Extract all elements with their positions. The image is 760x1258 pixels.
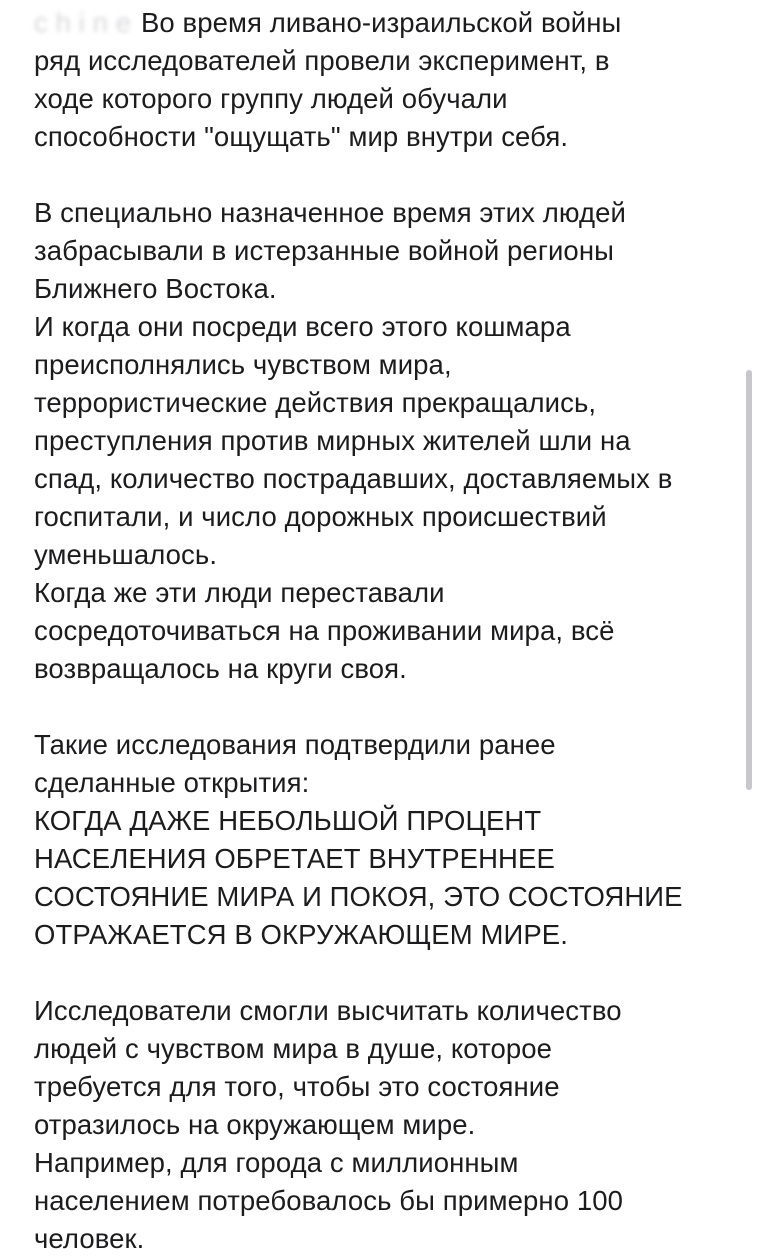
text-line: Когда же эти люди переставали <box>34 577 445 608</box>
text-line: уменьшалось. <box>34 539 218 570</box>
text-line: НАСЕЛЕНИЯ ОБРЕТАЕТ ВНУТРЕННЕЕ <box>34 843 555 874</box>
text-line: сделанные открытия: <box>34 767 310 798</box>
text-line: СОСТОЯНИЕ МИРА И ПОКОЯ, ЭТО СОСТОЯНИЕ <box>34 881 683 912</box>
text-line: ОТРАЖАЕТСЯ В ОКРУЖАЮЩЕМ МИРЕ. <box>34 919 568 950</box>
paragraph-gap <box>34 156 734 194</box>
article-text <box>34 4 734 1258</box>
text-line: ряд исследователей провели эксперимент, в <box>34 45 610 76</box>
blurred-username: c h i n e <box>34 7 132 38</box>
text-line: способности "ощущать" мир внутри себя. <box>34 121 569 152</box>
text-line <box>34 4 734 42</box>
text-line: человек. <box>34 1223 145 1254</box>
text-line: Например, для города с миллионным <box>34 1147 519 1178</box>
text-line: спад, количество пострадавших, доставляемых в <box>34 463 673 494</box>
text-line: В специально назначенное время этих людей <box>34 197 626 228</box>
text-line: Такие исследования подтвердили ранее <box>34 729 556 760</box>
text-line: КОГДА ДАЖЕ НЕБОЛЬШОЙ ПРОЦЕНТ <box>34 805 542 836</box>
text-line: преступления против мирных жителей шли на <box>34 425 631 456</box>
text-line: возвращалось на круги своя. <box>34 653 407 684</box>
paragraph-1 <box>34 4 734 156</box>
line-text: Во время ливано-израильской войны <box>140 7 622 38</box>
text-line: И когда они посреди всего этого кошмара <box>34 311 571 342</box>
text-line: террористические действия прекращались, <box>34 387 597 418</box>
text-line: сосредоточиваться на проживании мира, всё <box>34 615 615 646</box>
paragraph-4 <box>34 992 734 1258</box>
text-line: населением потребовалось бы примерно 100 <box>34 1185 624 1216</box>
paragraph-gap <box>34 688 734 726</box>
text-line: требуется для того, чтобы это состояние <box>34 1071 560 1102</box>
vertical-scrollbar[interactable] <box>746 370 752 790</box>
paragraph-3 <box>34 726 734 954</box>
text-line: преисполнялись чувством мира, <box>34 349 452 380</box>
paragraph-gap <box>34 954 734 992</box>
text-line: госпитали, и число дорожных происшествий <box>34 501 607 532</box>
text-line: Ближнего Востока. <box>34 273 277 304</box>
text-line: людей с чувством мира в душе, которое <box>34 1033 553 1064</box>
paragraph-2 <box>34 194 734 688</box>
text-line: ходе которого группу людей обучали <box>34 83 508 114</box>
text-line: отразилось на окружающем мире. <box>34 1109 476 1140</box>
text-line: забрасывали в истерзанные войной регионы <box>34 235 614 266</box>
text-line: Исследователи смогли высчитать количество <box>34 995 622 1026</box>
